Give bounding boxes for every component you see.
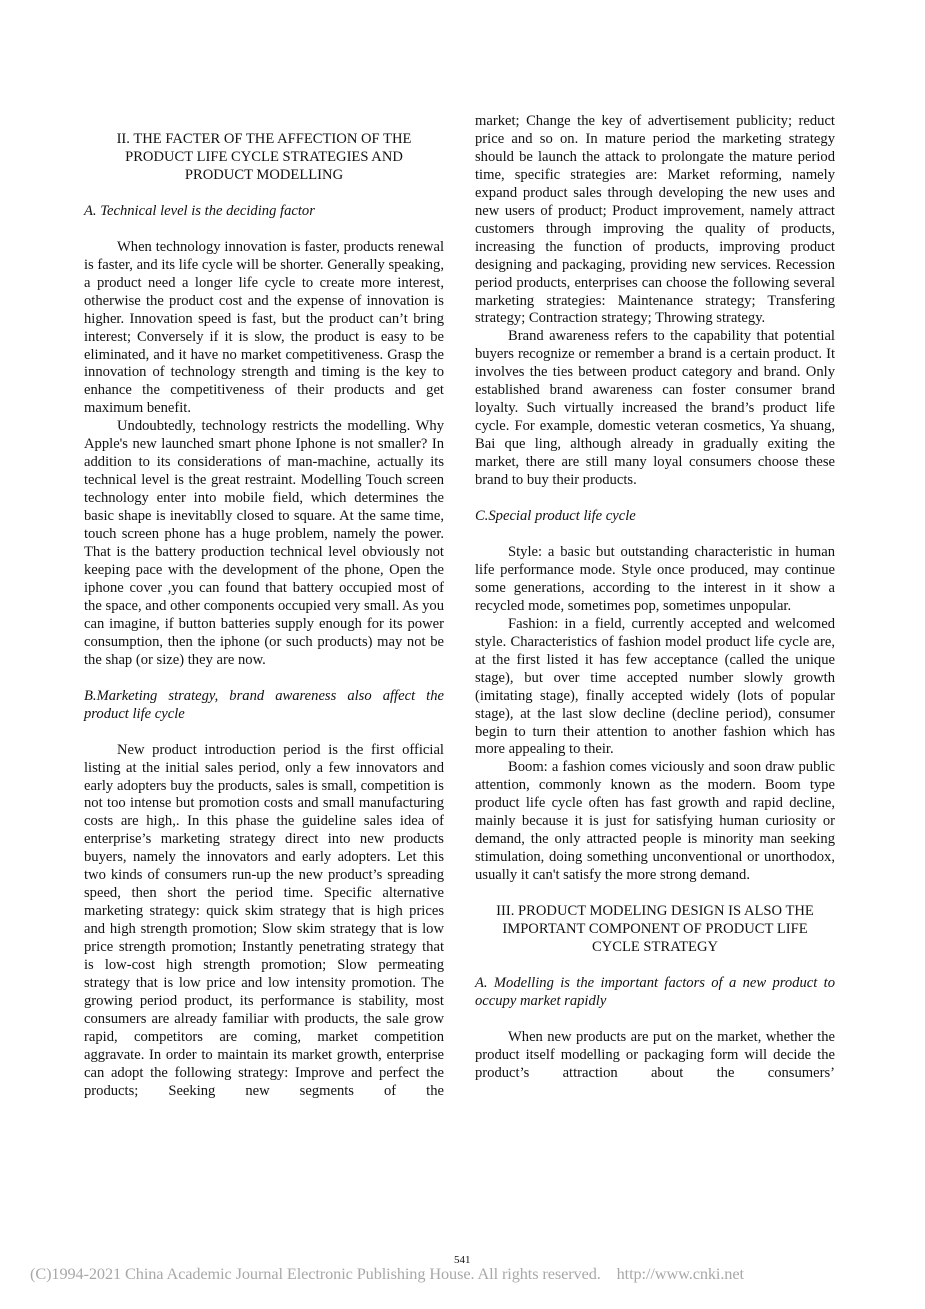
page-number: 541 xyxy=(454,1254,471,1266)
section-3-heading: III. PRODUCT MODELING DESIGN IS ALSO THE IMPORTANT COMPONENT OF PRODUCT LIFE CYCLE STRATEGY xyxy=(496,903,814,955)
paragraph-technology-restricts-modelling: Undoubtedly, technology restricts the modelling. Why Apple's new launched smart phone Iphone is not smaller? In addition to its considerations of man-machine, actually its technical level is the great restraint. Modelling Touch screen technology enter into mobile field, which determines the basic shape is inevitablly closed to square. At the same time, touch screen phone has a huge problem, namely the power. That is the battery production technical level obviously not keeping pace with the development of the phone, Open the iphone cover ,you can found that battery occupied most of the space, and other components occupied very small. As you can imagine, if button batteries supply enough for its power consumption, then the iphone (or such products) may not be the shap (or size) they are now. xyxy=(84,418,444,668)
right-column xyxy=(475,113,835,1083)
section-2-heading: II. THE FACTER OF THE AFFECTION OF THE PRODUCT LIFE CYCLE STRATEGIES AND PRODUCT MODELLING xyxy=(116,131,412,183)
paragraph-boom: Boom: a fashion comes viciously and soon draw public attention, commonly known as the modern. Boom type product life cycle often has fast growth and rapid decline, mainly because it is just for satisfying human curiosity or demand, the only attracted people is minority man seeking stimulation, doing something unconventional or unorthodox, usually it can't satisfy the more strong demand. xyxy=(475,759,835,884)
subsection-c-heading: C.Special product life cycle xyxy=(475,508,636,525)
left-column xyxy=(84,113,444,1101)
paragraph-fashion: Fashion: in a field, currently accepted and welcomed style. Characteristics of fashion model product life cycle are, at the first listed it has few acceptance (called the unique stage), but over time accepted number slowly growth (imitating stage), finally accepted widely (lots of popular stage), at the last slow decline (decline period), consumer begin to turn their attention to another fashion which has more appealing to their. xyxy=(475,615,835,758)
subsection-a-heading: A. Technical level is the deciding factor xyxy=(84,202,315,219)
copyright-footer: (C)1994-2021 China Academic Journal Electronic Publishing House. All rights reserved. http://www.cnki.net xyxy=(30,1264,744,1283)
subsection-b-heading: B.Marketing strategy, brand awareness also affect the product life cycle xyxy=(84,687,444,722)
paragraph-brand-awareness: Brand awareness refers to the capability that potential buyers recognize or remember a brand is a certain product. It involves the ties between product category and brand. Only established brand awareness can foster consumer brand loyalty. Such virtually increased the brand’s product life cycle. For example, domestic veteran cosmetics, Ya shuang, Bai que ling, although already in gradually exiting the market, there are still many loyal consumers choose these brand to buy their products. xyxy=(475,328,835,489)
paragraph-mature-period: market; Change the key of advertisement publicity; reduct price and so on. In mature period the marketing strategy should be launch the attack to prolongate the mature period time, specific strategies are: Market reforming, namely expand product sales through developing the new uses and new users of product; Product improvement, namely attract customers through improving the quality of products, increasing the function of products, improving product designing and packaging, providing new services. Recession period products, enterprises can choose the following several marketing strategies: Maintenance strategy; Transfering strategy; Contraction strategy; Throwing strategy. xyxy=(475,113,835,327)
paragraph-introduction-period: New product introduction period is the first official listing at the initial sales period, only a few innovators and early adopters buy the products, sales is small, competition is not too intense but promotion costs and small manufacturing costs are high,. In this phase the guideline sales idea of enterprise’s marketing strategy direct into new products buyers, namely the innovators and early adopters. Let this two kinds of consumers run-up the new product’s spreading speed, then short the period time. Specific alternative marketing strategy: quick skim strategy that is high prices and high strength promotion; Slow skim strategy that is low price strength promotion; Instantly penetrating strategy that is low-cost high strength promotion; Slow permeating strategy that is low price and low intensity promotion. The growing period product, its performance is stability, most consumers are already familiar with products, the sale grow rapid, competitors are coming, market competition aggravate. In order to maintain its market growth, enterprise can adopt the following strategy: Improve and perfect the products; Seeking new segments of the xyxy=(84,741,444,1099)
paragraph-technology-innovation: When technology innovation is faster, products renewal is faster, and its life cycle will be shorter. Generally speaking, a product need a longer life cycle to create more interest, otherwise the product cost and the expense of innovation is higher. Innovation speed is fast, but the product can’t bring interest; Conversely if it is slow, the product is easy to be eliminated, and it have no market competitiveness. Grasp the innovation of technology strength and timing is the key to enhance the competitiveness of their products and get maximum benefit. xyxy=(84,238,444,417)
paragraph-new-product-modelling: When new products are put on the market, whether the product itself modelling or packaging form will decide the product’s attraction about the consumers’ xyxy=(475,1028,835,1081)
subsection-3a-heading: A. Modelling is the important factors of a new product to occupy market rapidly xyxy=(475,974,835,1009)
paragraph-style: Style: a basic but outstanding characteristic in human life performance mode. Style once produced, may continue some generations, according to the interest in it show a recycled mode, sometimes pop, sometimes unpopular. xyxy=(475,543,835,614)
